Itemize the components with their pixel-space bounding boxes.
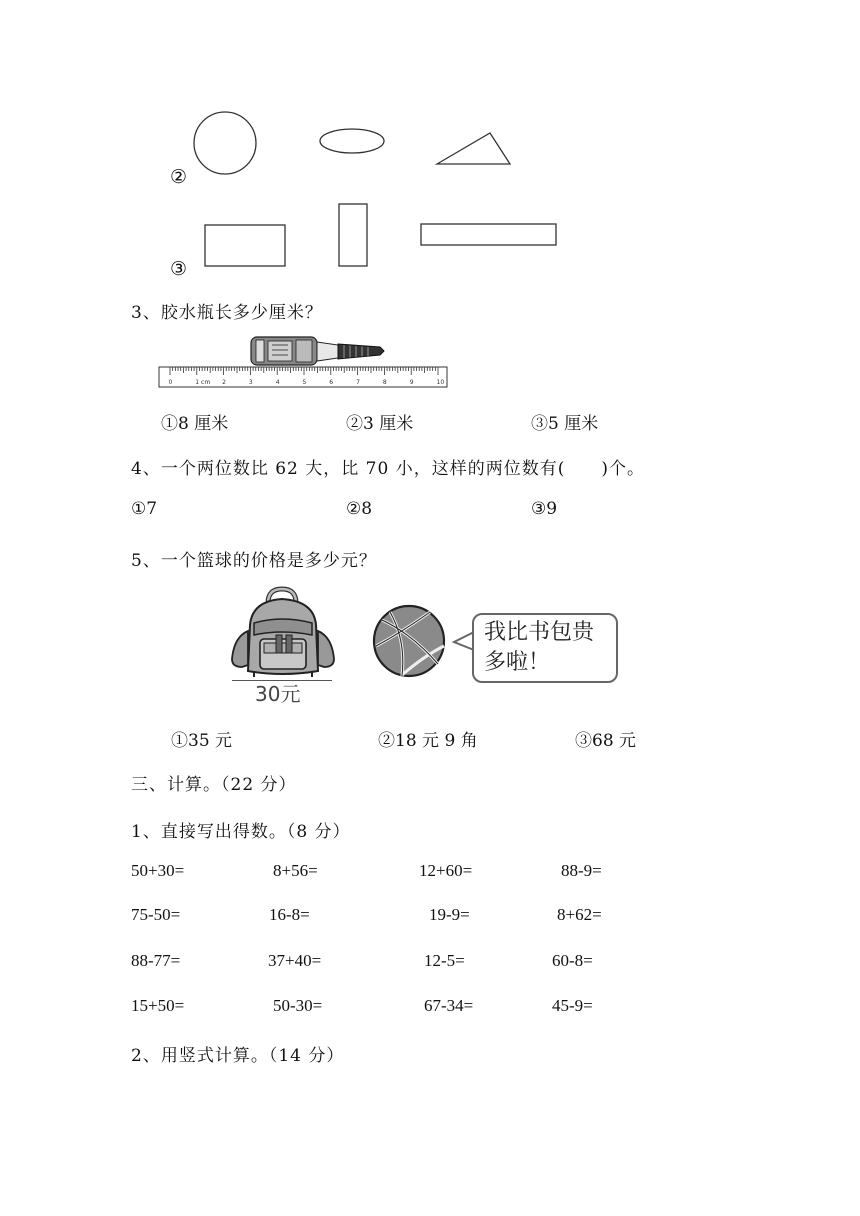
ruler-tick-label: 0 — [168, 379, 173, 386]
calc-item: 8+62= — [557, 905, 602, 924]
calc-item: 67-34= — [424, 996, 474, 1015]
ruler-tick-label: 9 — [409, 379, 414, 386]
q5-option-3[interactable]: ③68 元 — [575, 731, 637, 751]
calc-item: 45-9= — [552, 996, 593, 1015]
rectangle-shape-tall — [338, 203, 370, 269]
calc-item: 60-8= — [552, 951, 593, 970]
backpack-image — [228, 585, 338, 681]
ruler-tick-label: 10 — [436, 379, 445, 386]
q3-option-2[interactable]: ②3 厘米 — [346, 414, 414, 434]
ellipse-shape — [318, 127, 388, 157]
calc-item: 12+60= — [419, 861, 473, 880]
calc-item: 88-9= — [561, 861, 602, 880]
calc-item: 15+50= — [131, 996, 185, 1015]
speech-line-1: 我比书包贵 — [484, 620, 595, 645]
ruler-tick-label: 6 — [329, 379, 334, 386]
ruler-tick-label: 4 — [275, 379, 280, 386]
calc-item: 16-8= — [269, 905, 310, 924]
rectangle-shape-wide — [204, 224, 288, 268]
calc-item: 75-50= — [131, 905, 181, 924]
circle-shape — [192, 111, 260, 177]
ruler-tick-label: 5 — [302, 379, 307, 386]
q4-option-1[interactable]: ①7 — [131, 499, 158, 519]
glue-bottle-image — [246, 333, 391, 367]
option-marker-2: ② — [170, 167, 188, 188]
ruler-image — [158, 366, 450, 390]
ruler-tick-label: 3 — [248, 379, 253, 386]
basketball-image — [372, 604, 448, 680]
rectangle-shape-long — [420, 223, 558, 247]
speech-line-2: 多啦！ — [484, 650, 551, 675]
q5-option-1[interactable]: ①35 元 — [171, 731, 233, 751]
question-4: 4、一个两位数比 62 大，比 70 小，这样的两位数有( )个。 — [131, 459, 645, 479]
part-2-title: 2、用竖式计算。（14 分） — [131, 1046, 345, 1066]
ruler-tick-label: 8 — [382, 379, 387, 386]
question-3: 3、胶水瓶长多少厘米？ — [131, 303, 323, 323]
ruler-tick-label: 7 — [356, 379, 360, 386]
q3-option-3[interactable]: ③5 厘米 — [531, 414, 599, 434]
speech-bubble — [472, 613, 618, 683]
ruler-tick-label: 2 — [222, 379, 226, 386]
calc-item: 50+30= — [131, 861, 185, 880]
triangle-shape — [434, 130, 514, 168]
part-1-title: 1、直接写出得数。（8 分） — [131, 822, 351, 842]
ruler-tick-label: 1 cm — [195, 379, 211, 386]
q4-option-3[interactable]: ③9 — [531, 499, 558, 519]
calc-item: 50-30= — [273, 996, 323, 1015]
q4-option-2[interactable]: ②8 — [346, 499, 373, 519]
calc-item: 88-77= — [131, 951, 181, 970]
question-5: 5、一个篮球的价格是多少元？ — [131, 551, 377, 571]
q3-option-1[interactable]: ①8 厘米 — [161, 414, 229, 434]
section-3-title: 三、计算。（22 分） — [131, 775, 297, 795]
calc-item: 8+56= — [273, 861, 318, 880]
calc-item: 19-9= — [429, 905, 470, 924]
calc-item: 37+40= — [268, 951, 322, 970]
backpack-price: 30元 — [255, 682, 301, 706]
option-marker-3: ③ — [170, 259, 188, 280]
q5-option-2[interactable]: ②18 元 9 角 — [378, 731, 478, 751]
calc-item: 12-5= — [424, 951, 465, 970]
